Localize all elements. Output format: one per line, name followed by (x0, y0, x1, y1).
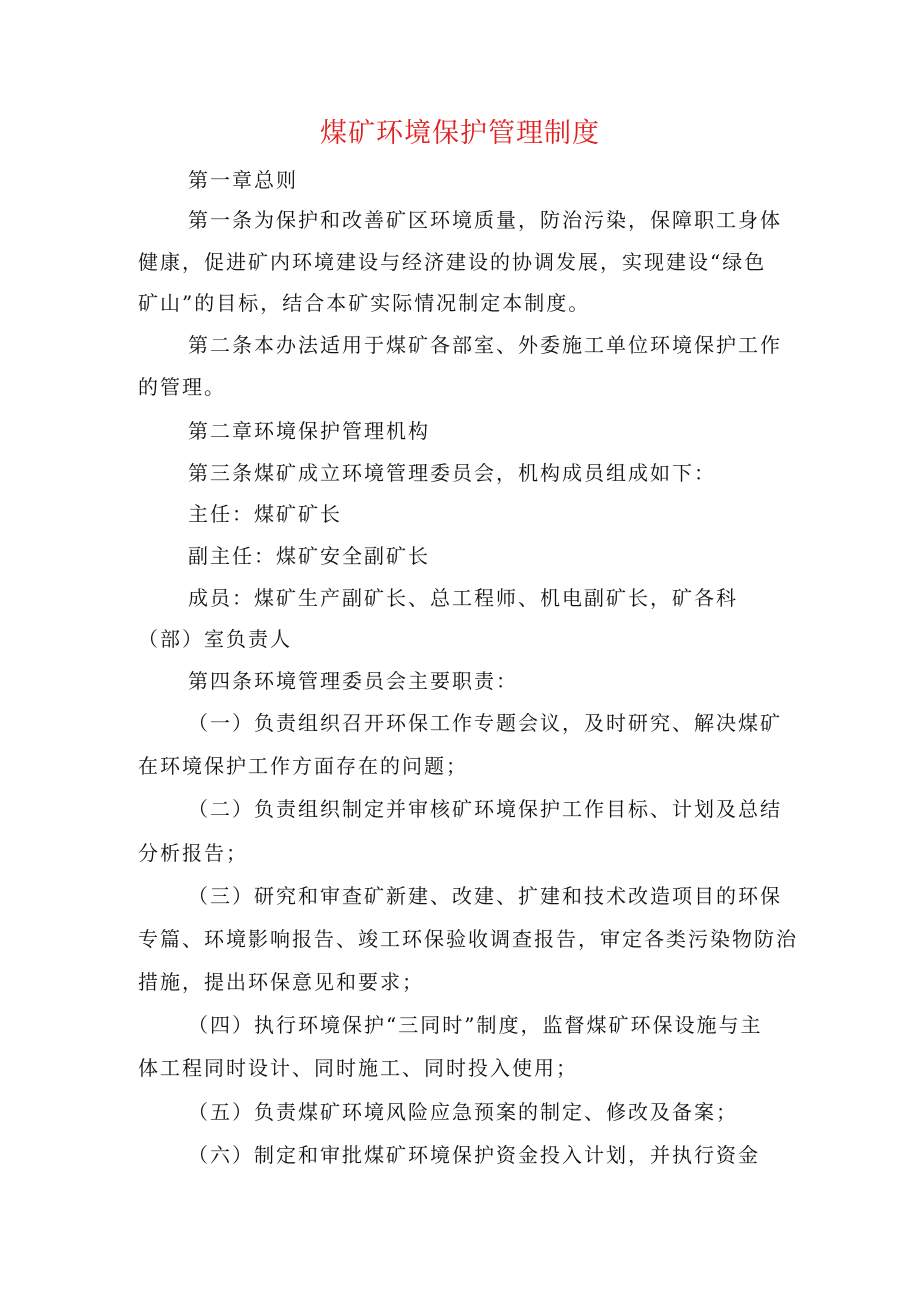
paragraph-line: 主任：煤矿矿长 (188, 502, 342, 526)
document-title: 煤矿环境保护管理制度 (320, 118, 600, 149)
paragraph-line: （部）室负责人 (138, 627, 292, 651)
paragraph-line: （三）研究和审查矿新建、改建、扩建和技术改造项目的环保 (188, 884, 782, 908)
chapter-heading: 第二章环境保护管理机构 (188, 419, 430, 443)
paragraph-line: 健康，促进矿内环境建设与经济建设的协调发展，实现建设“绿色 (138, 250, 767, 274)
paragraph-line: （二）负责组织制定并审核矿环境保护工作目标、计划及总结 (188, 797, 782, 821)
paragraph-line: 成员：煤矿生产副矿长、总工程师、机电副矿长，矿各科 (188, 586, 738, 610)
paragraph-line: 第四条环境管理委员会主要职责： (188, 669, 518, 693)
paragraph-line: 第二条本办法适用于煤矿各部室、外委施工单位环境保护工作 (188, 333, 782, 357)
paragraph-line: （六）制定和审批煤矿环境保护资金投入计划，并执行资金 (188, 1143, 760, 1167)
paragraph-line: （四）执行环境保护“三同时”制度，监督煤矿环保设施与主 (188, 1013, 763, 1037)
paragraph-line: （五）负责煤矿环境风险应急预案的制定、修改及备案； (188, 1100, 738, 1124)
paragraph-line: 分析报告； (138, 841, 248, 865)
chapter-heading: 第一章总则 (188, 168, 298, 192)
paragraph-line: 第三条煤矿成立环境管理委员会，机构成员组成如下： (188, 461, 716, 485)
paragraph-line: 的管理。 (138, 375, 226, 399)
paragraph-line: 措施，提出环保意见和要求； (138, 970, 424, 994)
paragraph-line: 矿山”的目标，结合本矿实际情况制定本制度。 (138, 291, 591, 315)
paragraph-line: 专篇、环境影响报告、竣工环保验收调查报告，审定各类污染物防治 (138, 927, 798, 951)
paragraph-line: 体工程同时设计、同时施工、同时投入使用； (138, 1056, 578, 1080)
paragraph-line: 副主任：煤矿安全副矿长 (188, 544, 430, 568)
paragraph-line: 第一条为保护和改善矿区环境质量，防治污染，保障职工身体 (188, 208, 782, 232)
paragraph-line: （一）负责组织召开环保工作专题会议，及时研究、解决煤矿 (188, 711, 782, 735)
paragraph-line: 在环境保护工作方面存在的问题； (138, 754, 468, 778)
